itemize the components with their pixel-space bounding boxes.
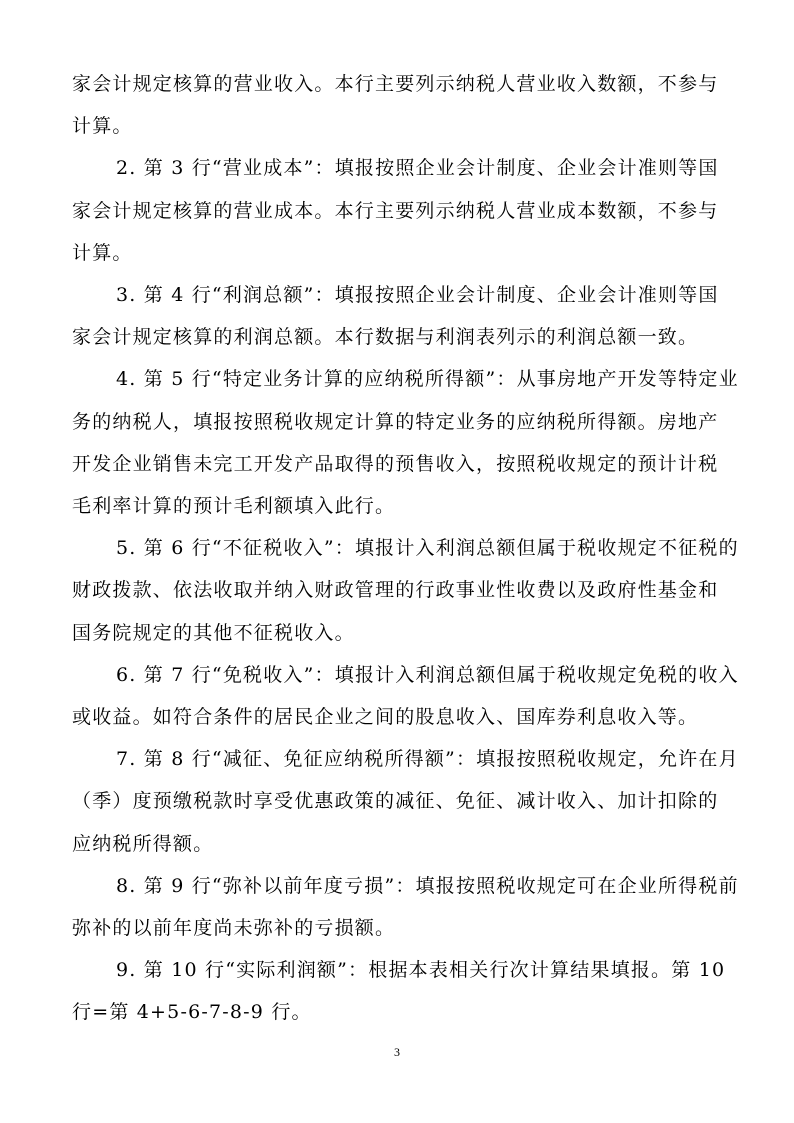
paragraph-line: 弥补的以前年度尚未弥补的亏损额。	[72, 917, 396, 939]
paragraph-line: 家会计规定核算的营业成本。本行主要列示纳税人营业成本数额，不参与	[72, 200, 719, 222]
paragraph-line: 6. 第 7 行“免税收入”：填报计入利润总额但属于税收规定免税的收入	[116, 664, 739, 686]
paragraph-line: 家会计规定核算的营业收入。本行主要列示纳税人营业收入数额，不参与	[72, 73, 719, 95]
paragraph-line: 计算。	[72, 115, 133, 137]
paragraph-line: 5. 第 6 行“不征税收入”：填报计入利润总额但属于税收规定不征税的	[116, 537, 739, 559]
paragraph-line: 行=第 4+5-6-7-8-9 行。	[72, 1001, 312, 1023]
paragraph-line: 开发企业销售未完工开发产品取得的预售收入，按照税收规定的预计计税	[72, 453, 719, 475]
paragraph-line: 2. 第 3 行“营业成本”：填报按照企业会计制度、企业会计准则等国	[116, 157, 719, 179]
paragraph-line: 财政拨款、依法收取并纳入财政管理的行政事业性收费以及政府性基金和	[72, 579, 719, 601]
paragraph-line: 4. 第 5 行“特定业务计算的应纳税所得额”：从事房地产开发等特定业	[116, 368, 739, 390]
paragraph-line: 毛利率计算的预计毛利额填入此行。	[72, 495, 396, 517]
paragraph-line: 8. 第 9 行“弥补以前年度亏损”：填报按照税收规定可在企业所得税前	[116, 875, 739, 897]
paragraph-line: 7. 第 8 行“减征、免征应纳税所得额”：填报按照税收规定，允许在月	[116, 748, 739, 770]
paragraph-line: 应纳税所得额。	[72, 833, 214, 855]
page-number: 3	[394, 1045, 400, 1059]
paragraph-line: 3. 第 4 行“利润总额”：填报按照企业会计制度、企业会计准则等国	[116, 284, 719, 306]
paragraph-line: 计算。	[72, 242, 133, 264]
paragraph-line: 或收益。如符合条件的居民企业之间的股息收入、国库券利息收入等。	[72, 706, 699, 728]
paragraph-line: 家会计规定核算的利润总额。本行数据与利润表列示的利润总额一致。	[72, 326, 699, 348]
paragraph-line: 务的纳税人，填报按照税收规定计算的特定业务的应纳税所得额。房地产	[72, 411, 719, 433]
paragraph-line: 9. 第 10 行“实际利润额”：根据本表相关行次计算结果填报。第 10	[116, 959, 726, 981]
paragraph-line: 国务院规定的其他不征税收入。	[72, 622, 355, 644]
paragraph-line: （季）度预缴税款时享受优惠政策的减征、免征、减计收入、加计扣除的	[72, 790, 719, 812]
